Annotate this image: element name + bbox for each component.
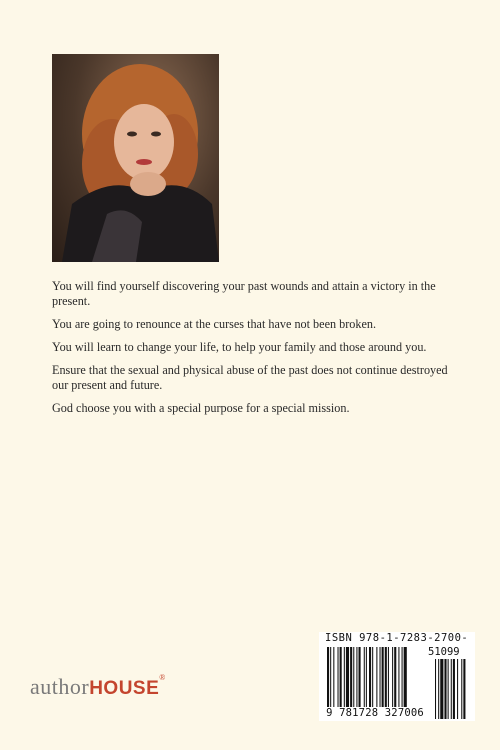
- isbn-label: ISBN 978-1-7283-2700-: [319, 632, 475, 656]
- registered-mark: ®: [159, 673, 166, 682]
- back-cover-text: [52, 279, 462, 424]
- barcode-digits: 9 781728 327006: [319, 707, 431, 719]
- paragraph: God choose you with a special purpose for a special mission.: [52, 401, 350, 415]
- publisher-logo: [30, 673, 166, 699]
- publisher-name-part1: author: [30, 674, 90, 699]
- paragraph: You will learn to change your life, to help your family and those around you.: [52, 340, 427, 354]
- paragraph: You are going to renounce at the curses that have not been broken.: [52, 317, 377, 331]
- price-code: 51099: [428, 646, 460, 658]
- publisher-name-part2: HOUSE: [89, 678, 160, 699]
- paragraph: Ensure that the sexual and physical abuse of the past does not continue destroyed our present and future.: [52, 363, 448, 392]
- author-photo: [52, 54, 219, 262]
- paragraph: You will find yourself discovering your past wounds and attain a victory in the present.: [52, 279, 436, 308]
- author-portrait-icon: [52, 54, 219, 262]
